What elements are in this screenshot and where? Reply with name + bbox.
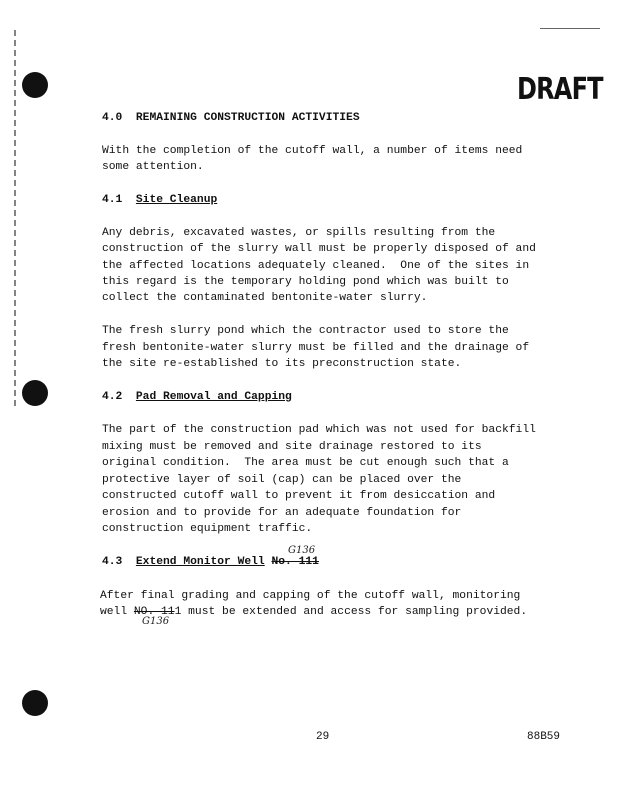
document-code: 88B59 — [527, 731, 561, 743]
scan-edge — [14, 30, 16, 410]
section-4-2-line: original condition. The area must be cut enough such that a — [102, 457, 509, 469]
section-4-1-line: The fresh slurry pond which the contractor used to store the — [102, 325, 509, 337]
section-4-1-line: fresh bentonite-water slurry must be filled and the drainage of — [102, 342, 530, 354]
section-4-0-heading: 4.0 REMAINING CONSTRUCTION ACTIVITIES — [102, 112, 360, 124]
section-4-3-line: After final grading and capping of the cutoff wall, monitoring — [100, 590, 521, 602]
section-4-1-heading — [102, 192, 217, 209]
section-4-2-line: erosion and to provide for an adequate foundation for — [102, 507, 462, 519]
section-4-1-line: this regard is the temporary holding pond which was built to — [102, 276, 509, 288]
struck-text: NO. 11 — [133, 606, 175, 618]
section-4-0-line: some attention. — [102, 161, 204, 173]
struck-text: No. 111 — [271, 556, 319, 568]
punch-hole-top — [22, 72, 48, 98]
section-4-2-line: constructed cutoff wall to prevent it from desiccation and — [102, 490, 496, 502]
section-4-2-line: mixing must be removed and site drainage restored to its — [102, 441, 482, 453]
draft-stamp: DRAFT — [517, 72, 603, 107]
handwritten-annotation: G136 — [142, 616, 170, 627]
section-title: Site Cleanup — [135, 194, 218, 206]
section-4-2-line: protective layer of soil (cap) can be placed over the — [102, 474, 462, 486]
section-number: 4.3 — [102, 556, 123, 568]
scan-speck — [540, 28, 600, 29]
section-number: 4.1 — [102, 194, 123, 206]
line-prefix: well — [100, 606, 134, 618]
punch-hole-middle — [22, 380, 48, 406]
section-4-0-line: With the completion of the cutoff wall, a number of items need — [102, 145, 523, 157]
section-4-3-heading — [102, 554, 319, 571]
section-4-1-line: the site re-established to its preconstruction state. — [102, 358, 462, 370]
section-4-1-line: collect the contaminated bentonite-water slurry. — [102, 292, 428, 304]
line-suffix: 1 must be extended and access for sampling provided. — [174, 606, 528, 618]
section-4-1-line: the affected locations adequately cleaned. One of the sites in — [102, 260, 530, 272]
section-4-2-heading — [102, 389, 292, 406]
section-title: Extend Monitor Well — [135, 556, 265, 568]
section-number: 4.2 — [102, 391, 123, 403]
page-number: 29 — [316, 731, 330, 743]
handwritten-annotation: G136 — [288, 545, 316, 556]
section-4-2-line: The part of the construction pad which was not used for backfill — [102, 424, 536, 436]
punch-hole-bottom — [22, 690, 48, 716]
section-4-2-line: construction equipment traffic. — [102, 523, 313, 535]
section-4-1-line: Any debris, excavated wastes, or spills resulting from the — [102, 227, 496, 239]
section-4-1-line: construction of the slurry wall must be properly disposed of and — [102, 243, 536, 255]
section-title: Pad Removal and Capping — [135, 391, 292, 403]
